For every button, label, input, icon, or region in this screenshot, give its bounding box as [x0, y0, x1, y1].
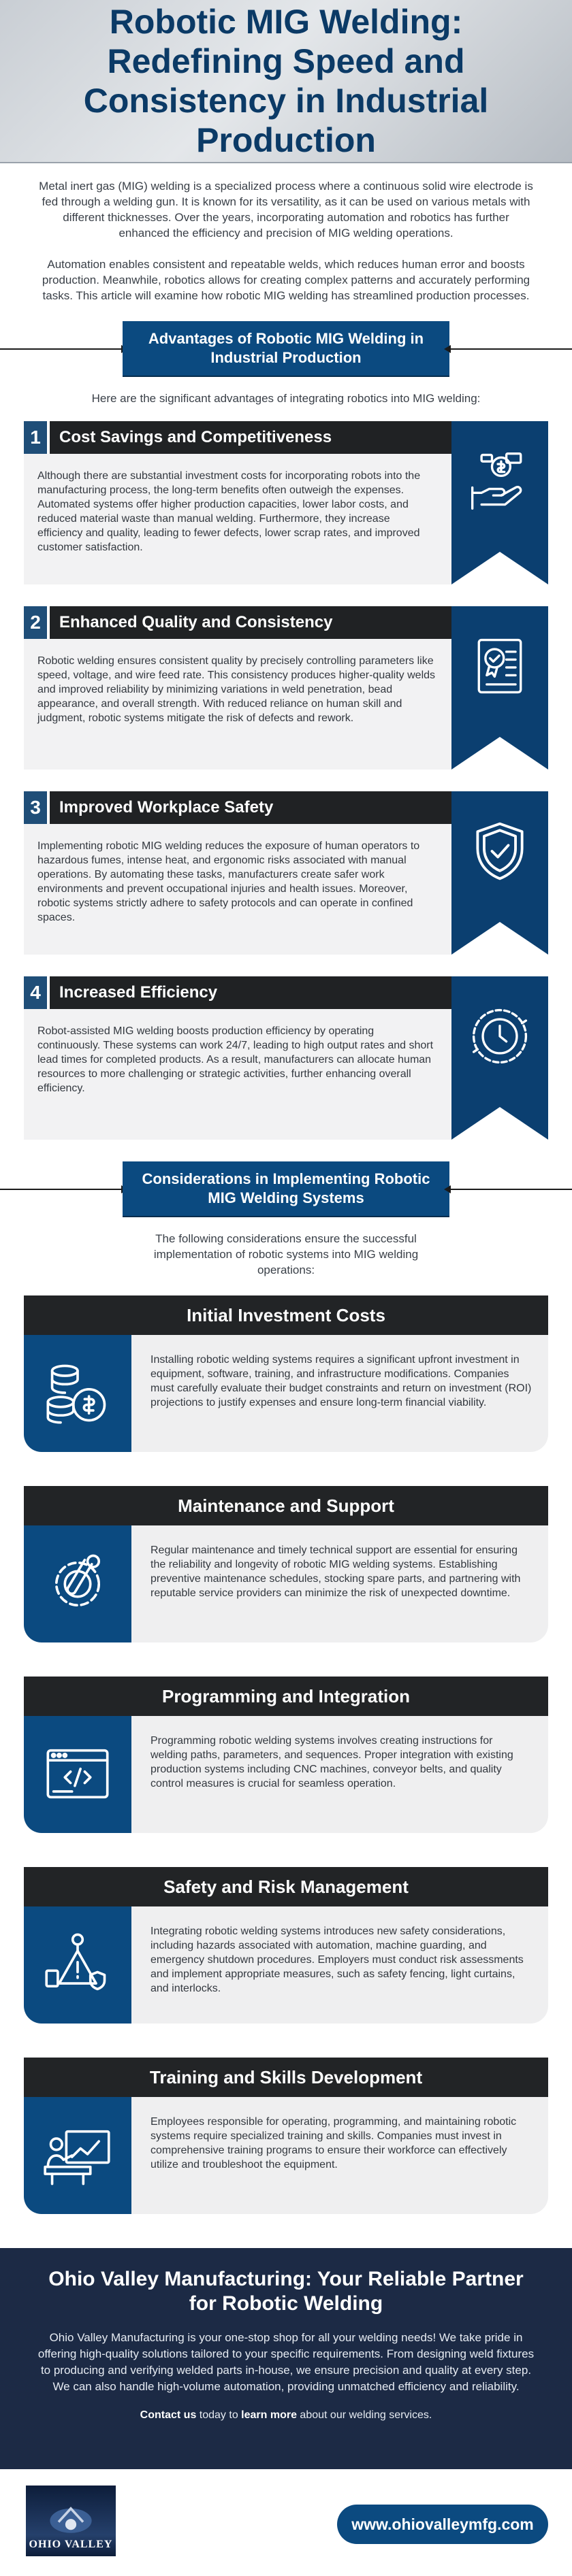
ribbon: [451, 421, 548, 584]
wrench-gear-icon: [42, 1549, 113, 1619]
card-number: 3: [24, 791, 47, 824]
contact-text: about our welding services.: [296, 2409, 432, 2421]
logo-text: OHIO VALLEY: [29, 2539, 113, 2550]
cta-section: [0, 2248, 572, 2469]
card-title: Training and Skills Development: [24, 2058, 548, 2097]
intro-section: [0, 163, 572, 303]
code-window-icon: [42, 1739, 113, 1810]
risk-warning-icon: [42, 1930, 113, 2000]
card-text: Regular maintenance and timely technical support are essential for ensuring the reliability and longevity of robotic MIG welding systems. Establishing preventive maintenance schedules, stocking spare parts, and partnering with reputable service providers can minimize the risk of unexpected downtime.: [150, 1545, 521, 1599]
advantage-card: [24, 976, 548, 1140]
consideration-card: [24, 1867, 548, 2024]
intro-paragraph: Metal inert gas (MIG) welding is a specialized process where a continuous solid wire electrode is fed through a welding gun. It is known for its versatility, as it can be used on various metals with different thicknesses. Over the years, incorporating automation and robotics has further enhanced the efficiency and precision of MIG welding operations.: [39, 180, 533, 240]
card-title: Safety and Risk Management: [24, 1867, 548, 1906]
icon-panel: [24, 1525, 131, 1642]
training-presentation-icon: [42, 2120, 113, 2191]
logo-emblem-icon: [40, 2500, 101, 2539]
consideration-card: [24, 1295, 548, 1452]
card-title: Improved Workplace Safety: [50, 791, 451, 824]
section-lead: The following considerations ensure the successful implementation of robotic systems into MIG welding operations:: [153, 1232, 419, 1276]
card-text: Robotic welding ensures consistent quality by precisely controlling parameters like speed, voltage, and wire feed rate. This consistency produces higher-quality welds and improved reliability by minimizing variations in weld penetration, bead appearance, and overall strength. With reduced reliance on human skill and judgment, robotic systems mitigate the risk of defects and rework.: [24, 639, 451, 770]
arrow-left-icon: [449, 348, 572, 350]
advantages-header: [0, 321, 572, 376]
card-text: Installing robotic welding systems requires a significant upfront investment in equipment, software, training, and infrastructure modifications. Companies must carefully evaluate their budget constraints and return on investment (ROI) projections to justify expenses and ensure long-term financial viability.: [150, 1354, 532, 1408]
money-hand-icon: [467, 448, 533, 514]
arrow-right-icon: [0, 348, 123, 350]
contact-text: today to: [196, 2409, 242, 2421]
card-title: Enhanced Quality and Consistency: [50, 606, 451, 639]
website-link[interactable]: www.ohiovalleymfg.com: [337, 2505, 548, 2544]
arrow-left-icon: [449, 1189, 572, 1190]
consideration-card: [24, 1486, 548, 1642]
ribbon: [451, 976, 548, 1140]
card-number: 4: [24, 976, 47, 1009]
page-title: Robotic MIG Welding: Redefining Speed and Consistency in Industrial Production: [83, 3, 489, 159]
company-logo[interactable]: [26, 2486, 116, 2556]
card-title: Cost Savings and Competitiveness: [50, 421, 451, 454]
card-text: Programming robotic welding systems involves creating instructions for welding paths, parameters, and sequences. Proper integration with existing production systems including CNC machines, conveyor belts, and quality control measures is crucial for seamless operation.: [150, 1735, 513, 1789]
learn-more-link[interactable]: learn more: [241, 2409, 297, 2421]
intro-paragraph: Automation enables consistent and repeatable welds, which reduces human error and boosts production. Meanwhile, robotics allows for creating complex patterns and accurately performing tasks. This article will examine how robotic MIG welding has streamlined production processes.: [42, 258, 530, 302]
shield-check-icon: [467, 819, 533, 884]
ribbon: [451, 791, 548, 955]
cta-heading: Ohio Valley Manufacturing: Your Reliable Partner for Robotic Welding: [48, 2268, 524, 2315]
icon-panel: [24, 2097, 131, 2214]
footer: [0, 2469, 572, 2571]
section-heading: Advantages of Robotic MIG Welding in Industrial Production: [123, 321, 449, 376]
card-number: 1: [24, 421, 47, 454]
advantage-card: [24, 421, 548, 584]
icon-panel: [24, 1716, 131, 1833]
card-number: 2: [24, 606, 47, 639]
card-text: Employees responsible for operating, programming, and maintaining robotic systems require specialized training and skills. Companies must invest in comprehensive training programs to ensure their workforce can effectively utilize and troubleshoot the equipment.: [150, 2116, 517, 2170]
quality-checklist-icon: [467, 633, 533, 699]
advantage-card: [24, 606, 548, 770]
hero-banner: [0, 0, 572, 163]
card-title: Increased Efficiency: [50, 976, 451, 1009]
consideration-card: [24, 2058, 548, 2214]
icon-panel: [24, 1906, 131, 2024]
clock-gear-icon: [467, 1004, 533, 1069]
section-lead: Here are the significant advantages of integrating robotics into MIG welding:: [91, 392, 481, 405]
card-text: Although there are substantial investment costs for incorporating robots into the manufacturing process, the long-term benefits often outweigh the expenses. Automated systems offer higher production capacities, lower labor costs, and reduced material waste than manual welding. Furthermore, they increase efficiency and quality, leading to fewer defects, lower scrap rates, and improved customer satisfaction.: [24, 454, 451, 584]
contact-us-link[interactable]: Contact us: [140, 2409, 197, 2421]
cta-text: Ohio Valley Manufacturing is your one-stop shop for all your welding needs! We take pride in offering high-quality solutions tailored to your specific requirements. From designing weld fixtures to producing and verifying welded parts in-house, we ensure precision and quality at every step. We can also handle high-volume automation, providing unmatched efficiency and reliability.: [37, 2331, 535, 2393]
card-text: Implementing robotic MIG welding reduces the exposure of human operators to hazardous fumes, intense heat, and ergonomic risks associated with manual operations. By automating these tasks, manufacturers create safer work environments and prevent occupational injuries and health issues. Moreover, robotic systems strictly adhere to safety protocols and can operate in confined spaces.: [24, 824, 451, 955]
card-title: Initial Investment Costs: [24, 1295, 548, 1335]
card-text: Robot-assisted MIG welding boosts production efficiency by operating continuously. These systems can work 24/7, leading to high output rates and short lead times for completed products. As a result, manufacturers can allocate human resources to more challenging or strategic activities, further enhancing overall efficiency.: [24, 1009, 451, 1140]
card-text: Integrating robotic welding systems introduces new safety considerations, including hazards associated with automation, machine guarding, and emergency shutdown procedures. Employers must conduct risk assessments and implement appropriate measures, such as safety fencing, light curtains, and interlocks.: [150, 1926, 524, 1994]
ribbon: [451, 606, 548, 770]
card-title: Programming and Integration: [24, 1677, 548, 1716]
icon-panel: [24, 1335, 131, 1452]
card-title: Maintenance and Support: [24, 1486, 548, 1525]
considerations-header: [0, 1161, 572, 1216]
consideration-card: [24, 1677, 548, 1833]
arrow-right-icon: [0, 1189, 123, 1190]
advantage-card: [24, 791, 548, 955]
section-heading: Considerations in Implementing Robotic MIG Welding Systems: [123, 1161, 449, 1216]
coins-icon: [42, 1358, 113, 1429]
cta-contact-line: [34, 2407, 538, 2424]
